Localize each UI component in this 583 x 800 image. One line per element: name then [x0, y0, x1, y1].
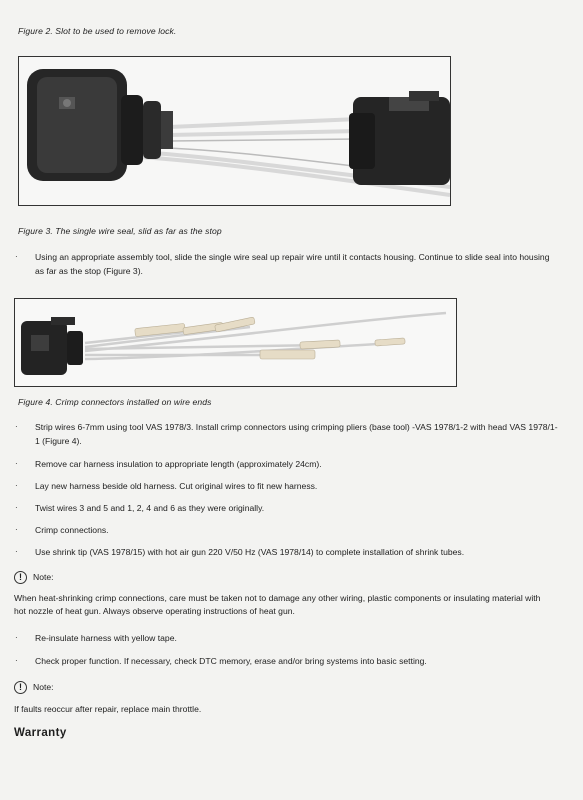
note-1 — [14, 569, 54, 585]
list-item-text: Crimp connections. — [35, 525, 109, 535]
note-label: Note: — [33, 572, 54, 582]
list-item-text: Strip wires 6-7mm using tool VAS 1978/3. Install crimp connectors using crimping pliers (base tool) -VAS 1978/1-2 with head VAS 1978/1-1 (Figure 4). — [35, 422, 558, 446]
list-item-text: Re-insulate harness with yellow tape. — [35, 633, 177, 643]
bullet-marker: · — [15, 503, 18, 512]
figure-4-photo — [14, 298, 457, 387]
bullet-marker: · — [15, 481, 18, 490]
note-2 — [14, 679, 54, 695]
exclamation-circle-icon: ! — [14, 571, 27, 584]
list-item-text: Check proper function. If necessary, check DTC memory, erase and/or bring systems into basic setting. — [35, 656, 427, 666]
figure-3-caption: Figure 3. The single wire seal, slid as far as the stop — [18, 226, 222, 236]
list-item-text: Twist wires 3 and 5 and 1, 2, 4 and 6 as they were originally. — [35, 503, 265, 513]
list-item-text: Using an appropriate assembly tool, slide the single wire seal up repair wire until it contacts housing. Continue to slide seal into housing as far as the stop (Figure 3). — [35, 252, 550, 276]
note-2-text: If faults reoccur after repair, replace main throttle. — [14, 704, 202, 714]
figure-4-caption: Figure 4. Crimp connectors installed on wire ends — [18, 397, 212, 407]
note-1-text: When heat-shrinking crimp connections, care must be taken not to damage any other wiring, plastic components or insulating material with hot nozzle of heat gun. Always observe operating instructions of heat gun. — [14, 593, 541, 616]
bullet-marker: · — [15, 656, 18, 665]
list-item-text: Lay new harness beside old harness. Cut original wires to fit new harness. — [35, 481, 318, 491]
list-item-text: Use shrink tip (VAS 1978/15) with hot air gun 220 V/50 Hz (VAS 1978/14) to complete installation of shrink tubes. — [35, 547, 465, 557]
exclamation-circle-icon: ! — [14, 681, 27, 694]
warranty-heading: Warranty — [14, 727, 67, 739]
list-item-text: Remove car harness insulation to appropriate length (approximately 24cm). — [35, 459, 322, 469]
bullet-marker: · — [15, 459, 18, 468]
bullet-marker: · — [15, 525, 18, 534]
figure-2-caption: Figure 2. Slot to be used to remove lock. — [18, 26, 177, 36]
bullet-marker: · — [15, 252, 18, 261]
figure-3-photo — [18, 56, 451, 206]
bullet-marker: · — [15, 422, 18, 431]
bullet-marker: · — [15, 633, 18, 642]
bullet-marker: · — [15, 547, 18, 556]
note-label: Note: — [33, 682, 54, 692]
